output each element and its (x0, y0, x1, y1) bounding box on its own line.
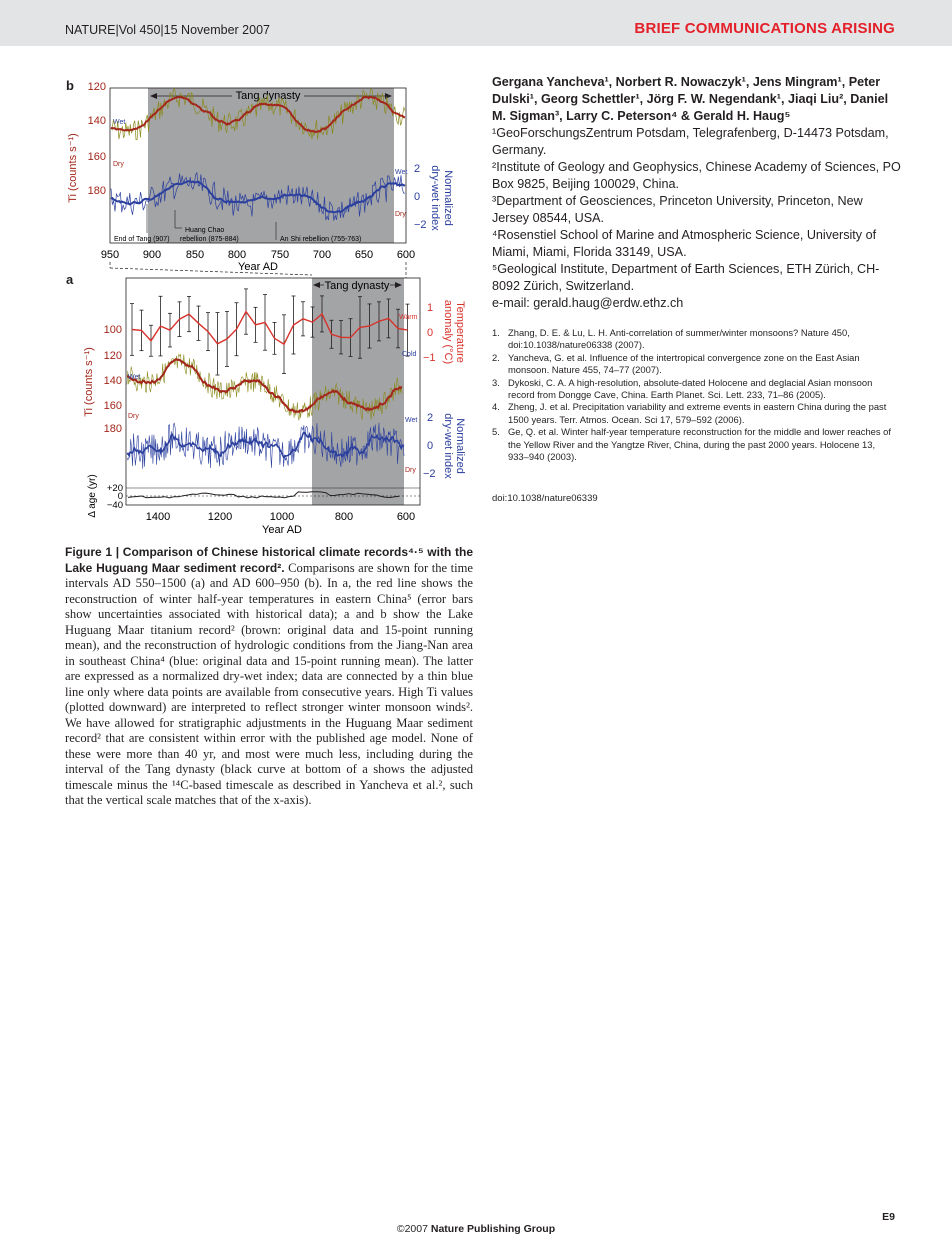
tick-a-idx-0: 0 (427, 440, 434, 452)
copyright-holder: Nature Publishing Group (430, 1223, 556, 1235)
panel-a-temp-label-1: Temperature (454, 301, 466, 363)
tick-b-ti-120: 120 (87, 81, 106, 93)
affiliation: ⁴Rosenstiel School of Marine and Atmospheric Science, University of Miami, Miami, Florida 33149, USA. (492, 228, 877, 259)
ann-huang-chao-2: rebellion (875-884) (180, 236, 239, 243)
tick-a-x-600: 600 (396, 511, 416, 523)
ann-end-tang: End of Tang (907) (114, 236, 170, 243)
connector-left-diag (110, 268, 312, 275)
figure-caption (65, 545, 473, 809)
tick-a-age-0: 0 (117, 491, 123, 502)
doi: doi:10.1038/nature06339 (492, 493, 598, 504)
panel-a-wet-right: Wet (405, 417, 418, 424)
panel-b-dry-right: Dry (395, 211, 406, 218)
tick-a-idx-2: 2 (427, 412, 434, 424)
reference-text: Ge, Q. et al. Winter half-year temperature reconstruction for the middle and lower reaches of the Yellow River and the Yangtze River, China, during the past 2000 years. Holocene 13, 933–940 (2003). (508, 426, 891, 463)
panel-b-index-label-1: Normalized (442, 170, 454, 226)
panel-a (66, 272, 466, 536)
tick-b-x-950: 950 (100, 249, 120, 261)
figure-1 (62, 70, 472, 538)
tick-b-x-600: 600 (396, 249, 416, 261)
tick-b-idx-2: 2 (414, 163, 421, 175)
tick-a-ti-160: 160 (103, 400, 122, 412)
ann-huang-chao-1: Huang Chao (185, 227, 225, 234)
tick-a-x-1400: 1400 (145, 511, 171, 523)
panel-b-index-ticks (414, 163, 427, 231)
panel-b-shade (148, 88, 394, 243)
tick-a-temp-1: 1 (427, 302, 434, 314)
panel-a-wet-left: Wet (128, 374, 141, 381)
panel-a-ti-ticks (104, 324, 122, 435)
tick-a-ti-140: 140 (103, 375, 122, 387)
tick-b-ti-160: 160 (87, 151, 106, 163)
reference-text: Zheng, J. et al. Precipitation variability and extreme events in eastern China during the past 1500 years. Terr. Atmos. Ocean. Sci 17, 579–592 (2006). (508, 401, 887, 425)
author-block (492, 74, 902, 312)
tick-b-ti-180: 180 (87, 185, 106, 197)
affiliation: ³Department of Geosciences, Princeton University, Princeton, New Jersey 08544, USA. (492, 194, 863, 225)
panel-a-age-axis-label: Δ age (yr) (87, 474, 98, 518)
journal-info: NATURE|Vol 450|15 November 2007 (65, 23, 270, 37)
tick-a-ti-100: 100 (103, 324, 122, 336)
figure-svg (62, 70, 472, 538)
panel-a-x-label: Year AD (262, 524, 302, 536)
author-email: e-mail: gerald.haug@erdw.ethz.ch (492, 296, 684, 310)
panel-a-index-ticks (423, 412, 436, 480)
author-names: Gergana Yancheva¹, Norbert R. Nowaczyk¹, Jens Mingram¹, Peter Dulski¹, Georg Schettler¹, Jörg F. W. Negendank¹, Jiaqi Liu², Daniel M. Sigman³, Larry C. Peterson⁴ & Gerald H. Haug⁵ (492, 75, 889, 123)
panel-b-x-ticks (101, 249, 415, 261)
reference-list (492, 327, 898, 463)
panel-a-index-label-1: Normalized (454, 418, 466, 474)
reference-text: Yancheva, G. et al. Influence of the intertropical convergence zone on the East Asian monsoon. Nature 455, 74–77 (2007). (508, 351, 860, 376)
tick-b-x-650: 650 (354, 249, 374, 261)
affiliation: ¹GeoForschungsZentrum Potsdam, Telegrafenberg, D-14473 Potsdam, Germany. (492, 126, 889, 157)
panel-a-temp-ticks (423, 302, 436, 364)
tick-b-x-800: 800 (227, 249, 247, 261)
reference-item (492, 426, 898, 463)
reference-number: 2. (492, 351, 500, 363)
panel-a-age-ticks (107, 483, 123, 511)
tick-b-idx-0: 0 (414, 191, 421, 203)
reference-number: 1. (492, 327, 500, 338)
header-bar (0, 0, 952, 46)
panel-a-cold: Cold (402, 351, 417, 358)
panel-b-wet-left: Wet (113, 119, 126, 126)
panel-a-label: a (66, 272, 74, 287)
reference-item (492, 352, 898, 377)
panel-b-label: b (66, 78, 74, 93)
tick-a-idx-m2: −2 (423, 468, 436, 480)
copyright-year: ©2007 (396, 1223, 428, 1235)
tick-b-x-900: 900 (142, 249, 162, 261)
affiliation: ²Institute of Geology and Geophysics, Chinese Academy of Sciences, PO Box 9825, Beijing 100029, China. (492, 160, 901, 191)
panel-b-dry-left: Dry (113, 161, 124, 168)
panel-b-tang-label: Tang dynasty (235, 90, 301, 102)
panel-b (66, 78, 454, 278)
caption-body: Comparisons are shown for the time intervals AD 550–1500 (a) and AD 600–950 (b). In a, the red line shows the reconstruction of winter half-year temperatures in eastern China⁵ (error bars show uncertainties associated with historical data); a and b show the Lake Huguang Maar titanium record² (brown: original data and 15-point running mean), and the reconstruction of hydrologic conditions from the Jiang-Nan area in southeast China⁴ (blue: original data and 15-point running mean). The latter are expressed as a normalized dry-wet index; data are connected by a thin blue line only where data points are available from consecutive years. High Ti values (plotted downward) are interpreted to reflect stronger winter monsoon winds². We have allowed for stratigraphic adjustments in the Huguang Maar sediment record² that are consistent within error with the published age model. None of these were more than 40 yr, and most were much less, including during the interval of the Tang dynasty (black curve at bottom of a shows the adjusted timescale minus the ¹⁴C-based timescale as described in Yancheva et al.², such that the vertical scale matches that of the x-axis). (65, 560, 473, 807)
panel-b-index-label-2: dry-wet index (429, 165, 441, 231)
tick-a-ti-180: 180 (103, 423, 122, 435)
ann-an-shi: An Shi rebellion (755-763) (280, 236, 362, 243)
panel-a-ti-axis-label: Ti (counts s⁻¹) (83, 347, 95, 417)
reference-item (492, 327, 898, 352)
tick-a-x-1200: 1200 (207, 511, 233, 523)
reference-text: Zhang, D. E. & Lu, L. H. Anti-correlation of summer/winter monsoons? Nature 450, doi:10.1038/nature06338 (2007). (508, 327, 850, 351)
reference-number: 5. (492, 426, 500, 438)
panel-a-dry-right: Dry (405, 467, 416, 474)
tick-a-temp-0: 0 (427, 327, 434, 339)
panel-a-temp-label-2: anomaly (°C) (442, 299, 454, 365)
panel-a-x-ticks (146, 511, 415, 523)
reference-item (492, 401, 898, 426)
panel-b-wet-right: Wet (395, 169, 408, 176)
tick-a-ti-120: 120 (103, 350, 122, 362)
tick-b-idx-m2: −2 (414, 219, 427, 231)
reference-number: 4. (492, 401, 500, 413)
tick-a-age-m40: −40 (106, 500, 123, 511)
reference-number: 3. (492, 376, 500, 388)
panel-a-warm: Warm (399, 314, 418, 321)
tick-b-x-750: 750 (270, 249, 290, 261)
tick-a-temp-m1: −1 (423, 352, 436, 364)
tick-b-x-850: 850 (185, 249, 205, 261)
tick-a-x-800: 800 (334, 511, 354, 523)
reference-text: Dykoski, C. A. A high-resolution, absolute-dated Holocene and deglacial Asian monsoon record from Dongge Cave, China. Earth Planet. Sci. Lett. 233, 71–86 (2005). (508, 376, 873, 401)
tick-a-age-p20: +20 (106, 483, 123, 494)
panel-b-ti-ticks (88, 81, 106, 197)
reference-item (492, 377, 898, 402)
tick-a-x-1000: 1000 (269, 511, 295, 523)
panel-a-dry-left: Dry (128, 413, 139, 420)
tick-b-x-700: 700 (312, 249, 332, 261)
section-title: BRIEF COMMUNICATIONS ARISING (634, 20, 895, 37)
page-number: E9 (882, 1211, 895, 1223)
panel-b-ti-axis-label: Ti (counts s⁻¹) (67, 133, 79, 203)
affiliation: ⁵Geological Institute, Department of Earth Sciences, ETH Zürich, CH-8092 Zürich, Switzerland. (492, 262, 880, 293)
panel-b-x-label: Year AD (238, 261, 278, 273)
panel-a-tang-label: Tang dynasty (324, 280, 390, 292)
copyright (0, 1223, 952, 1235)
caption-lead: Figure 1 | Comparison of Chinese historical climate records⁴·⁵ with the Lake Huguang Maar sediment record². (65, 545, 473, 575)
panel-a-index-label-2: dry-wet index (442, 413, 454, 479)
tick-b-ti-140: 140 (87, 115, 106, 127)
